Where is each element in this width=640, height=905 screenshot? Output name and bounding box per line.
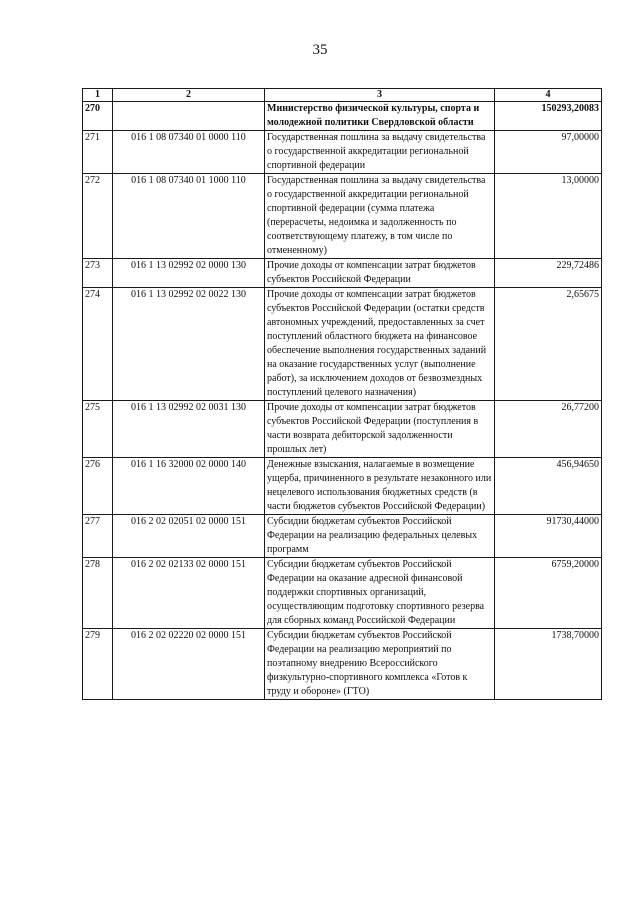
budget-code: 016 1 08 07340 01 0000 110 (113, 131, 265, 174)
row-number: 277 (83, 515, 113, 558)
table-row (83, 458, 602, 515)
table-row (83, 401, 602, 458)
table-row (83, 102, 602, 131)
table-body (83, 102, 602, 700)
revenue-description: Денежные взыскания, налагаемые в возмещение ущерба, причиненного в результате незаконного или нецелевого использования бюджетных средств (в части бюджетов субъектов Российской Федерации) (265, 458, 495, 515)
row-number: 278 (83, 558, 113, 629)
table-row (83, 174, 602, 259)
revenue-description: Субсидии бюджетам субъектов Российской Федерации на оказание адресной финансовой поддержки спортивных организаций, осуществляющим подготовку спортивного резерва для сборных команд Российской Федерации (265, 558, 495, 629)
revenue-description: Субсидии бюджетам субъектов Российской Федерации на реализацию федеральных целевых программ (265, 515, 495, 558)
budget-code: 016 1 08 07340 01 1000 110 (113, 174, 265, 259)
page-number: 35 (312, 42, 328, 58)
row-number: 279 (83, 629, 113, 700)
amount: 97,00000 (495, 131, 602, 174)
revenue-description: Субсидии бюджетам субъектов Российской Федерации на реализацию мероприятий по поэтапному внедрению Всероссийского физкультурно-спортивного комплекса «Готов к труду и обороне» (ГТО) (265, 629, 495, 700)
row-number: 276 (83, 458, 113, 515)
budget-revenue-table (82, 88, 602, 700)
budget-code: 016 2 02 02051 02 0000 151 (113, 515, 265, 558)
revenue-description: Министерство физической культуры, спорта и молодежной политики Свердловской области (265, 102, 495, 131)
row-number: 271 (83, 131, 113, 174)
revenue-description: Прочие доходы от компенсации затрат бюджетов субъектов Российской Федерации (остатки средств автономных учреждений, предоставленных за счет поступлений областного бюджета на финансовое обеспечение выполнения государственных заданий на оказание государственных услуг (выполнение работ), за исключением доходов от безвозмездных поступлений целевого назначения) (265, 288, 495, 401)
row-number: 275 (83, 401, 113, 458)
revenue-description: Прочие доходы от компенсации затрат бюджетов субъектов Российской Федерации (поступления в части возврата дебиторской задолженности прошлых лет) (265, 401, 495, 458)
row-number: 273 (83, 259, 113, 288)
column-header-4: 4 (495, 89, 602, 102)
row-number: 270 (83, 102, 113, 131)
table-header-row (83, 89, 602, 102)
column-header-1: 1 (83, 89, 113, 102)
budget-code: 016 2 02 02133 02 0000 151 (113, 558, 265, 629)
column-header-3: 3 (265, 89, 495, 102)
column-header-2: 2 (113, 89, 265, 102)
table-row (83, 288, 602, 401)
amount: 150293,20083 (495, 102, 602, 131)
amount: 26,77200 (495, 401, 602, 458)
table-row (83, 558, 602, 629)
amount: 456,94650 (495, 458, 602, 515)
budget-code: 016 2 02 02220 02 0000 151 (113, 629, 265, 700)
row-number: 272 (83, 174, 113, 259)
revenue-description: Государственная пошлина за выдачу свидетельства о государственной аккредитации региональной спортивной федерации (сумма платежа (перерасчеты, недоимка и задолженность по соответствующему платежу, в том числе по отмененному) (265, 174, 495, 259)
budget-code: 016 1 13 02992 02 0000 130 (113, 259, 265, 288)
row-number: 274 (83, 288, 113, 401)
budget-code: 016 1 13 02992 02 0031 130 (113, 401, 265, 458)
amount: 229,72486 (495, 259, 602, 288)
budget-code: 016 1 16 32000 02 0000 140 (113, 458, 265, 515)
revenue-description: Прочие доходы от компенсации затрат бюджетов субъектов Российской Федерации (265, 259, 495, 288)
budget-code: 016 1 13 02992 02 0022 130 (113, 288, 265, 401)
amount: 91730,44000 (495, 515, 602, 558)
table-row (83, 259, 602, 288)
table-row (83, 131, 602, 174)
amount: 6759,20000 (495, 558, 602, 629)
table-row (83, 515, 602, 558)
amount: 13,00000 (495, 174, 602, 259)
table-row (83, 629, 602, 700)
revenue-description: Государственная пошлина за выдачу свидетельства о государственной аккредитации региональной спортивной федерации (265, 131, 495, 174)
amount: 1738,70000 (495, 629, 602, 700)
budget-code (113, 102, 265, 131)
amount: 2,65675 (495, 288, 602, 401)
